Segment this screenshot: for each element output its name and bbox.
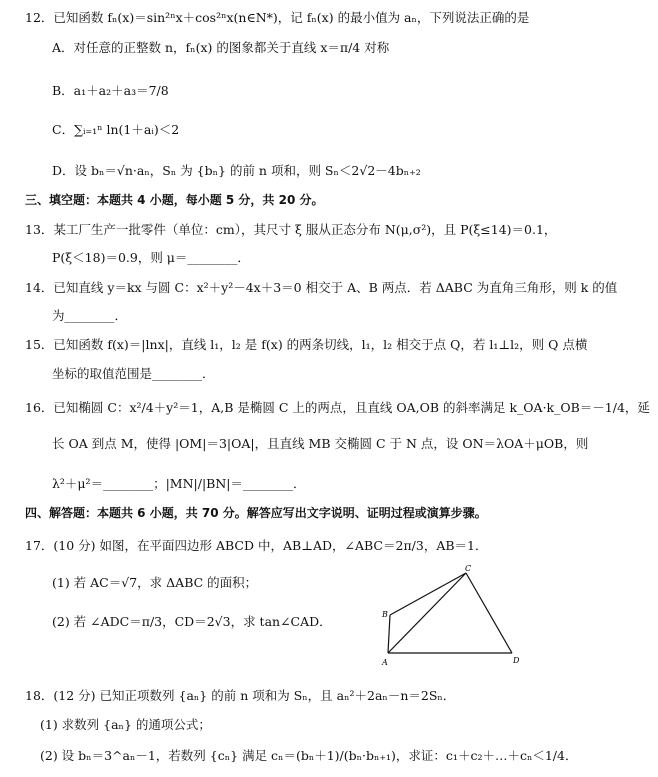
q17-part2: (2) 若 ∠ADC＝π/3，CD＝2√3，求 tan∠CAD． (52, 614, 332, 629)
vertex-label-c: C (465, 565, 472, 573)
q15-line2: 坐标的取值范围是________． (52, 366, 215, 381)
q13-line1: 13．某工厂生产一批零件（单位：cm），其尺寸 ξ 服从正态分布 N(μ,σ²)，且 P(ξ≤14)＝0.1， (25, 222, 557, 237)
q12-option-b: B．a₁＋a₂＋a₃＝7/8 (52, 83, 169, 98)
q13-line2: P(ξ＜18)＝0.9，则 μ＝________． (52, 250, 250, 265)
q16-line2: 长 OA 到点 M，使得 |OM|＝3|OA|，且直线 MB 交椭圆 C 于 N 点，设 ON＝λOA＋μOB，则 (52, 436, 589, 451)
q14-line1: 14．已知直线 y＝kx 与圆 C：x²＋y²－4x＋3＝0 相交于 A、B 两点．若 ΔABC 为直角三角形，则 k 的值 (25, 280, 618, 295)
q14-line2: 为________． (52, 308, 128, 323)
vertex-label-a: A (382, 658, 388, 667)
q12-option-d: D．设 bₙ＝√n·aₙ，Sₙ 为 {bₙ} 的前 n 项和，则 Sₙ＜2√2－4bₙ₊₂ (52, 163, 421, 178)
diagonal-ac (388, 573, 466, 653)
q15-line1: 15．已知函数 f(x)＝|lnx|，直线 l₁，l₂ 是 f(x) 的两条切线，l₁，l₂ 相交于点 Q，若 l₁⊥l₂，则 Q 点横 (25, 337, 588, 352)
section-4-heading: 四、解答题：本题共 6 小题，共 70 分。解答应写出文字说明、证明过程或演算步骤。 (25, 506, 487, 520)
vertex-label-d: D (513, 656, 520, 665)
edge-cd (466, 573, 512, 653)
q16-line3: λ²＋μ²＝________；|MN|/|BN|＝________． (52, 476, 306, 491)
q17-stem: 17．(10 分) 如图，在平面四边形 ABCD 中，AB⊥AD，∠ABC＝2π/3，AB＝1． (25, 538, 488, 553)
q16-line1: 16．已知椭圆 C：x²/4＋y²＝1，A,B 是椭圆 C 上的两点，且直线 OA,OB 的斜率满足 k_OA·k_OB＝－1/4，延 (25, 400, 650, 415)
q12-stem: 12．已知函数 fₙ(x)＝sin²ⁿx＋cos²ⁿx(n∈N*)，记 fₙ(x) 的最小值为 aₙ，下列说法正确的是 (25, 10, 530, 25)
edge-ab (388, 615, 390, 653)
q18-part2: (2) 设 bₙ＝3^aₙ－1，若数列 {cₙ} 满足 cₙ＝(bₙ＋1)/(bₙ·bₙ₊₁)，求证：c₁＋c₂＋…＋cₙ＜1/4． (40, 748, 578, 763)
vertex-label-b: B (382, 610, 388, 619)
q12-option-a: A．对任意的正整数 n，fₙ(x) 的图象都关于直线 x＝π/4 对称 (52, 40, 390, 55)
quadrilateral-diagram (370, 565, 530, 670)
q18-part1: (1) 求数列 {aₙ} 的通项公式； (40, 717, 211, 732)
q12-option-c: C．∑ᵢ₌₁ⁿ ln(1＋aᵢ)＜2 (52, 122, 180, 137)
q17-part1: (1) 若 AC＝√7，求 ΔABC 的面积； (52, 575, 258, 590)
section-3-heading: 三、填空题：本题共 4 小题，每小题 5 分，共 20 分。 (25, 193, 324, 207)
q18-stem: 18．(12 分) 已知正项数列 {aₙ} 的前 n 项和为 Sₙ，且 aₙ²＋2aₙ－n＝2Sₙ． (25, 688, 456, 703)
edge-bc (390, 573, 466, 615)
